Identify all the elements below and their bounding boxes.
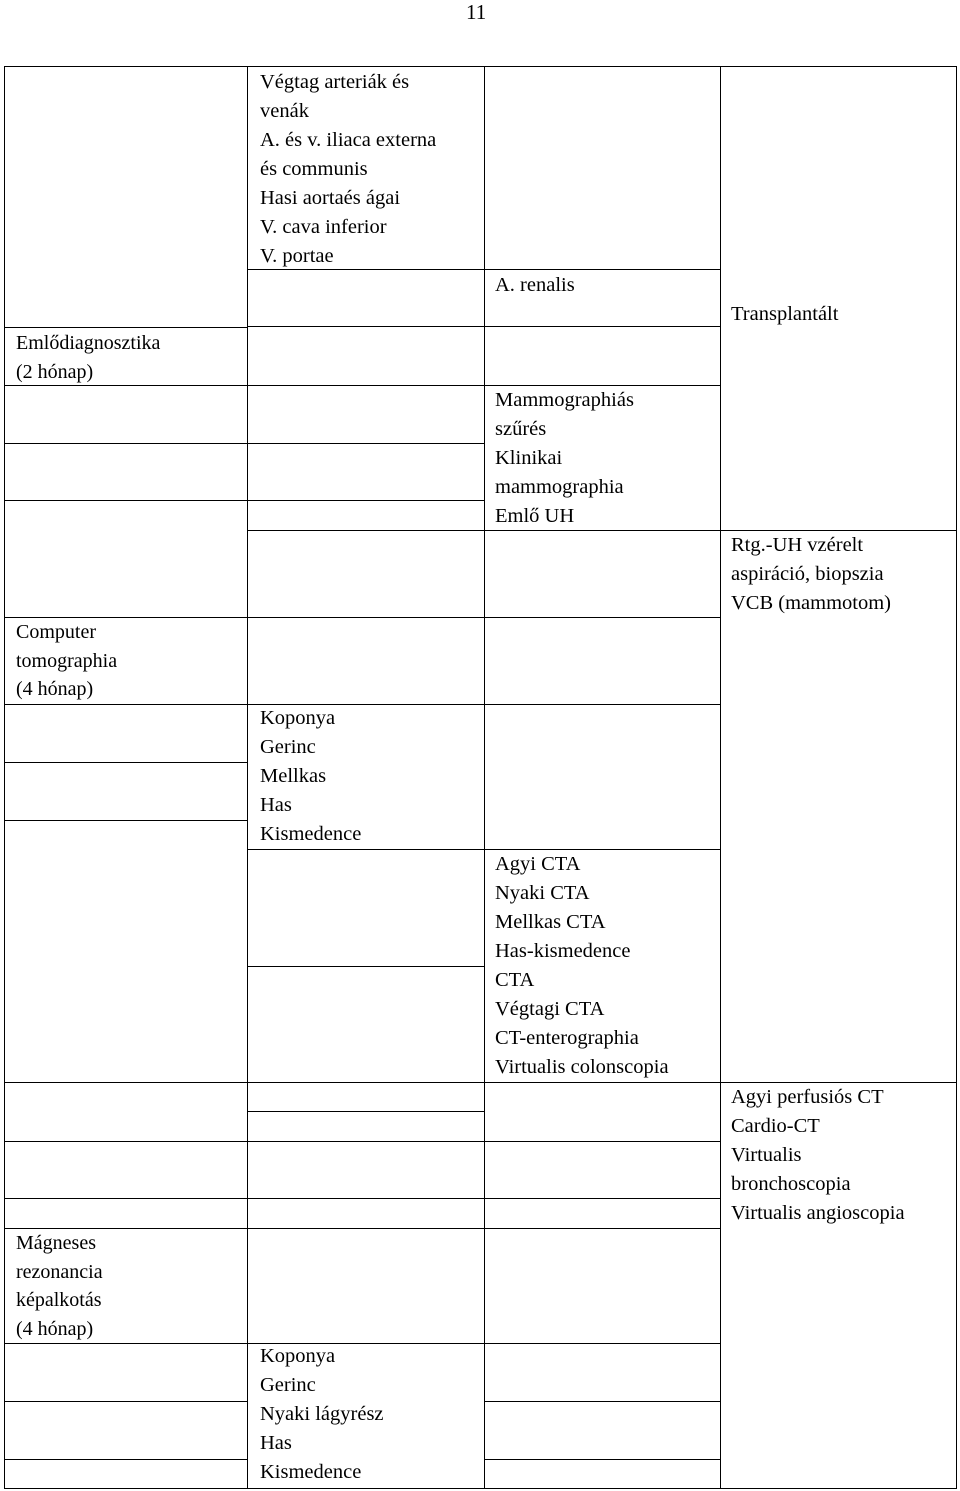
col1-divider (4, 1141, 248, 1142)
col3-divider (484, 269, 721, 270)
table-border-right (956, 66, 957, 1489)
cell-biopsy-list: Rtg.-UH vzérelt aspiráció, biopszia VCB (mammotom) (731, 534, 892, 614)
col2-divider (247, 849, 485, 850)
col2-divider (247, 1198, 485, 1199)
col3-divider (484, 704, 721, 705)
cell-ct-advanced-list: Agyi CTA Nyaki CTA Mellkas CTA Has-kismedence CTA Végtagi CTA CT-enterographia Virtualis colonscopia (495, 853, 669, 1078)
col3-divider (484, 1082, 721, 1083)
col1-divider (4, 704, 248, 705)
col3-divider (484, 1228, 721, 1229)
cell-vascular-list: Végtag arteriák és venák A. és v. iliaca externa és communis Hasi aortaés ágai V. cava inferior V. portae (260, 71, 437, 267)
col2-divider (247, 500, 485, 501)
col2-divider (247, 1111, 485, 1112)
table-border-top (4, 66, 957, 67)
col1-divider (4, 762, 248, 763)
col2-divider (247, 1141, 485, 1142)
col1-divider (4, 327, 248, 328)
col1-divider (4, 500, 248, 501)
col1-divider (4, 820, 248, 821)
col2-divider (247, 617, 485, 618)
col2-divider (247, 530, 485, 531)
cell-transplant: Transplantált (731, 303, 839, 325)
col3-divider (484, 326, 721, 327)
page-number: 11 (466, 0, 487, 24)
col1-divider (4, 1082, 248, 1083)
col3-divider (484, 1141, 721, 1142)
col1-divider (4, 1198, 248, 1199)
cell-renal: A. renalis (495, 274, 575, 296)
table-divider-col1 (247, 66, 248, 1489)
col3-divider (484, 1198, 721, 1199)
col2-divider (247, 326, 485, 327)
col1-divider (4, 1459, 248, 1460)
col3-divider (484, 1459, 721, 1460)
col2-divider (247, 443, 485, 444)
col2-divider (247, 1082, 485, 1083)
cell-mammography-list: Mammographiás szűrés Klinikai mammographia Emlő UH (495, 389, 634, 527)
cell-ct-basic-list: Koponya Gerinc Mellkas Has Kismedence (260, 707, 362, 845)
table-border-bottom (4, 1488, 957, 1489)
table-divider-col2 (484, 66, 485, 1489)
col2-divider (247, 385, 485, 386)
col3-divider (484, 1343, 721, 1344)
cell-ct-special-list: Agyi perfusiós CT Cardio-CT Virtualis bronchoscopia Virtualis angioscopia (731, 1086, 905, 1224)
row-header-mr: Mágneses rezonancia képalkotás (4 hónap) (16, 1232, 103, 1340)
col1-divider (4, 1401, 248, 1402)
col2-divider (247, 966, 485, 967)
table-border-left (4, 66, 5, 1489)
col2-divider (247, 1228, 485, 1229)
col1-divider (4, 1343, 248, 1344)
cell-mr-basic-list: Koponya Gerinc Nyaki lágyrész Has Kismedence (260, 1345, 384, 1483)
col1-divider (4, 443, 248, 444)
table-divider-col3 (720, 66, 721, 1489)
col3-divider (484, 1401, 721, 1402)
col3-divider (484, 617, 721, 618)
row-header-mammography: Emlődiagnosztika (2 hónap) (16, 332, 161, 383)
row-header-ct: Computer tomographia (4 hónap) (16, 621, 118, 700)
